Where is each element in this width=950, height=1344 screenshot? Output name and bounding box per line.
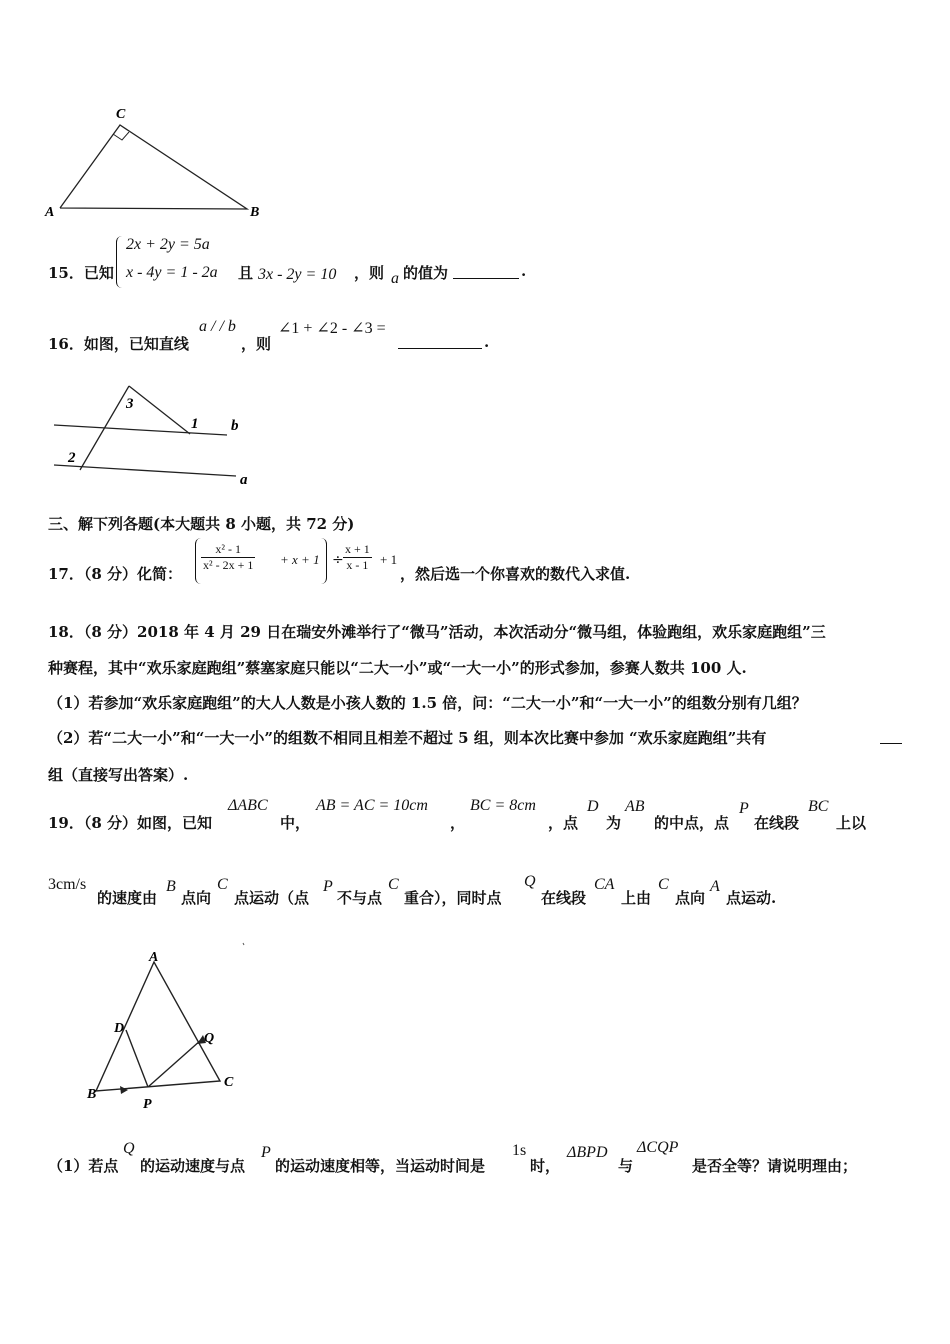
q19-text-midpoint: 的中点，点 [654, 814, 730, 832]
q19-ab-ac-length: AB = AC = 10cm [316, 797, 428, 814]
q19-text-moving-end: 点运动. [726, 889, 777, 907]
fig19-label-b: B [87, 1087, 97, 1102]
q19-1-text-when: 时， [530, 1157, 561, 1175]
q19-1-text-and: 与 [618, 1157, 634, 1175]
q17-prefix: 17．（8 分）化简： [48, 565, 183, 583]
q19-point-d: D [587, 798, 599, 815]
q16-angle-expression: ∠1 + ∠2 - ∠3 = [278, 320, 386, 337]
q17-divide-sign: ÷ [332, 552, 344, 568]
q18-part-1: （1）若参加“欢乐家庭跑组”的大人人数是小孩人数的 1.5 倍，问：“二大一小”和“一大一小”的组数分别有几组？ [48, 694, 807, 712]
q19-comma: ， [450, 814, 466, 832]
q15-equation-2: x - 4y = 1 - 2a [126, 264, 218, 281]
q17-fraction-2-denominator: x - 1 [346, 558, 369, 572]
q19-prefix: 19．（8 分）如图，已知 [48, 814, 213, 832]
q19-text-not-with: 不与点 [337, 889, 383, 907]
vertex-label-a: A [45, 205, 55, 220]
q19-1-text-congruent: 是否全等？请说明理由； [692, 1157, 858, 1175]
vertex-label-b: B [250, 205, 260, 220]
q19-point-c: C [217, 876, 228, 893]
parallel-lines-figure [50, 378, 260, 493]
q19-point-p: P [739, 800, 749, 817]
q18-part-2: （2）若“二大一小”和“一大一小”的组数不相同且相差不超过 5 组，则本次比赛中参加 “欢乐家庭跑组”共有 [48, 729, 767, 747]
q19-1-prefix: （1）若点 [48, 1157, 119, 1175]
section-3-heading: 三、解下列各题(本大题共 8 小题，共 72 分) [48, 515, 355, 533]
q15-then: ，则 [354, 264, 385, 282]
q17-fraction-2 [343, 542, 372, 573]
q16-end: . [484, 333, 490, 351]
fig19-label-p: P [143, 1097, 152, 1112]
q19-segment-bc: BC [808, 798, 829, 815]
q17-plus-term: + x + 1 [280, 552, 320, 567]
q19-point-p-2: P [323, 878, 333, 895]
q19-segment-ca: CA [594, 876, 615, 893]
q17-tail-term: + 1 [380, 552, 398, 567]
segment-dp [126, 1030, 148, 1087]
angle-label-2: 2 [68, 450, 76, 466]
q19-speed: 3cm/s [48, 876, 87, 893]
q19-triangle-abc: ΔABC [228, 797, 268, 814]
q19-text-wei: 为 [606, 814, 622, 832]
q19-1-text-equal: 的运动速度相等，当运动时间是 [275, 1157, 486, 1175]
stray-dot [243, 943, 244, 945]
q18-line-2: 种赛程，其中“欢乐家庭跑组”蔡塞家庭只能以“二大一小”或“一大一小”的形式参加，参赛人数共 100 人. [48, 659, 747, 677]
right-triangle-figure [40, 100, 270, 225]
q19-1-triangle-cqp: ΔCQP [637, 1139, 679, 1156]
q19-1-point-q: Q [123, 1140, 135, 1157]
right-angle-mark [113, 132, 129, 140]
fig19-label-q: Q [204, 1031, 215, 1046]
q18-line-5: 组（直接写出答案）. [48, 766, 189, 784]
vertex-label-c: C [116, 107, 126, 122]
slanted-line [129, 386, 190, 434]
q18-answer-blank [880, 729, 902, 744]
q19-1-text-speed: 的运动速度与点 [140, 1157, 246, 1175]
q15-variable: a [391, 270, 399, 287]
q16-answer-blank [398, 334, 482, 349]
q19-1-point-p: P [261, 1144, 271, 1161]
q19-point-c-3: C [658, 876, 669, 893]
q19-point-q: Q [524, 873, 536, 890]
q16-condition: a / / b [199, 318, 236, 335]
q15-prefix: 15．已知 [48, 264, 114, 282]
q18-line-1: 18．（8 分）2018 年 4 月 29 日在瑞安外滩举行了“微马”活动，本次活动分“微马组，体验跑组，欢乐家庭跑组”三 [48, 623, 826, 641]
triangle-abc-edges [60, 125, 247, 209]
q19-text-yi: 上以 [836, 814, 867, 832]
q15-equation-3: 3x - 2y = 10 [258, 266, 337, 283]
q19-segment-ab: AB [625, 798, 645, 815]
transversal-line [80, 386, 129, 470]
q15-equation-1: 2x + 2y = 5a [126, 236, 210, 253]
q19-text-on-segment-2: 在线段 [541, 889, 587, 907]
segment-pq [148, 1040, 201, 1087]
q19-text-on-segment: 在线段 [754, 814, 800, 832]
arrow-b-to-p [120, 1086, 128, 1094]
line-label-a: a [240, 472, 248, 488]
q19-point-a: A [710, 878, 720, 895]
q17-fraction-1-denominator: x² - 2x + 1 [203, 558, 254, 572]
q19-text-coincide: 重合），同时点 [404, 889, 502, 907]
q17-fraction-1 [201, 542, 255, 573]
q19-1-triangle-bpd: ΔBPD [567, 1144, 608, 1161]
q17-fraction-2-numerator: x + 1 [345, 542, 370, 556]
q19-text-from: 上由 [621, 889, 652, 907]
angle-label-1: 1 [191, 416, 199, 432]
fig19-label-a: A [149, 950, 159, 965]
q19-text-toward-2: 点向 [675, 889, 706, 907]
q15-end: . [521, 262, 527, 280]
q19-bc-length: BC = 8cm [470, 797, 536, 814]
q19-point-c-2: C [388, 876, 399, 893]
triangle-moving-points-figure [80, 935, 260, 1115]
line-b [54, 425, 227, 435]
fig19-label-c: C [224, 1075, 234, 1090]
angle-label-3: 3 [126, 396, 134, 412]
q19-text-toward: 点向 [181, 889, 212, 907]
q15-suffix: 的值为 [403, 264, 449, 282]
q15-and: 且 [238, 264, 254, 282]
q19-1-time: 1s [512, 1142, 527, 1159]
q19-text-dian: ，点 [548, 814, 579, 832]
q19-text-zhong: 中， [280, 814, 311, 832]
q17-suffix: ，然后选一个你喜欢的数代入求值. [400, 565, 631, 583]
fig19-label-d: D [114, 1021, 125, 1036]
q19-text-speed-from: 的速度由 [97, 889, 158, 907]
q17-fraction-1-numerator: x² - 1 [201, 542, 255, 558]
line-label-b: b [231, 418, 239, 434]
q19-text-moving: 点运动（点 [234, 889, 310, 907]
q19-point-b: B [166, 878, 176, 895]
q15-answer-blank [453, 264, 519, 279]
q16-prefix: 16．如图，已知直线 [48, 335, 189, 353]
q16-then: ，则 [241, 335, 272, 353]
